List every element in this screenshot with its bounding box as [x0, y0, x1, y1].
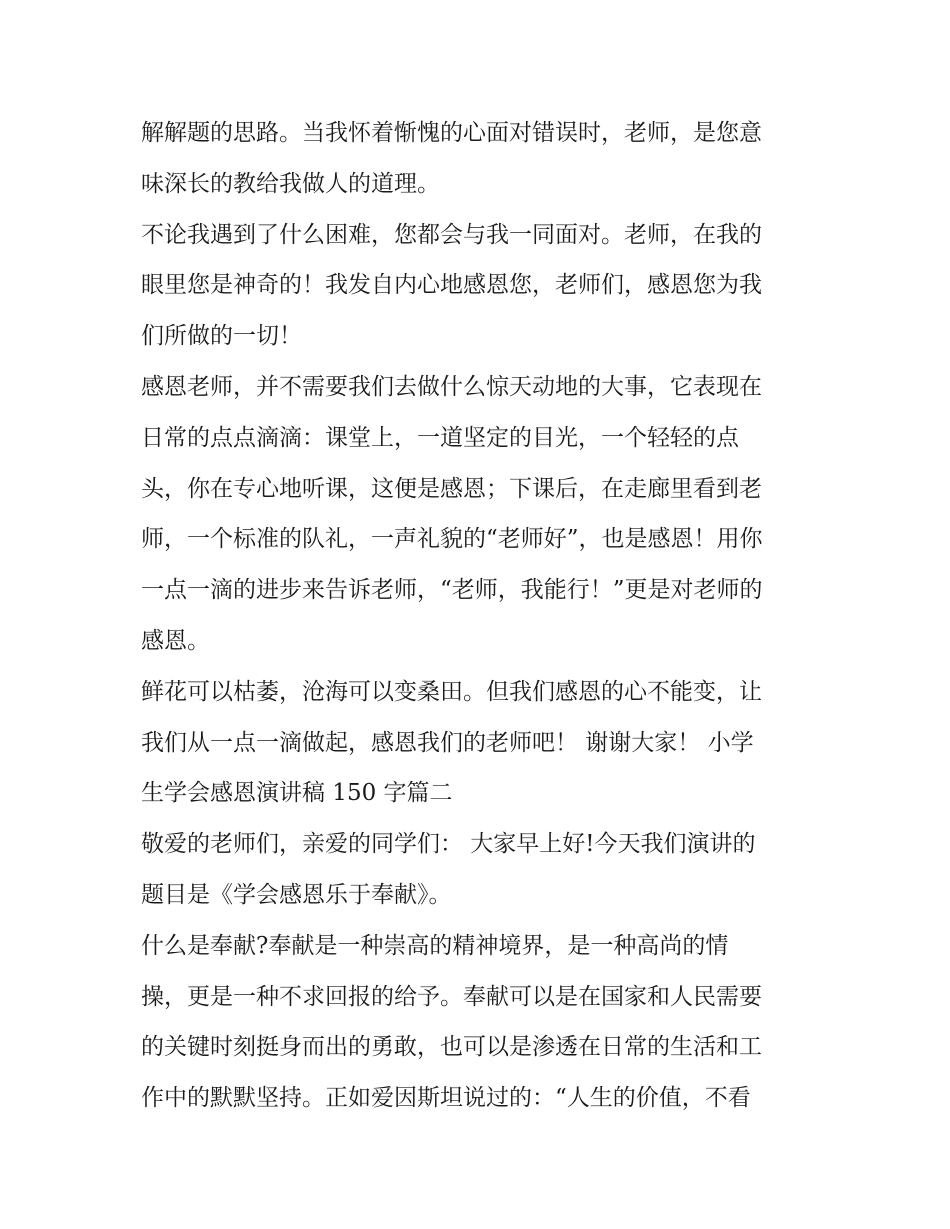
text-line: 一点一滴的进步来告诉老师，“老师，我能行！”更是对老师的 [141, 577, 763, 604]
text-line: 我们从一点一滴做起，感恩我们的老师吧！ 谢谢大家！ 小学 [141, 729, 754, 756]
text-line: 生学会感恩演讲稿 150 字篇二 [141, 780, 453, 807]
text-line: 不论我遇到了什么困难，您都会与我一同面对。老师，在我的 [141, 221, 762, 248]
text-line: 解解题的思路。当我怀着惭愧的心面对错误时，老师，是您意 [141, 120, 762, 146]
text-line: 的关键时刻挺身而出的勇敢，也可以是渗透在日常的生活和工 [141, 1034, 762, 1061]
text-line: 什么是奉献?奉献是一种崇高的精神境界，是一种高尚的情 [141, 932, 729, 959]
text-line: 味深长的教给我做人的道理。 [141, 170, 440, 197]
text-line: 作中的默默坚持。正如爱因斯坦说过的：“人生的价值，不看 [141, 1085, 751, 1112]
text-line: 眼里您是神奇的！我发自内心地感恩您，老师们，感恩您为我 [141, 272, 762, 299]
text-line: 感恩老师，并不需要我们去做什么惊天动地的大事，它表现在 [141, 373, 762, 400]
text-line: 敬爱的老师们，亲爱的同学们： 大家早上好!今天我们演讲的 [141, 831, 756, 858]
text-line: 日常的点点滴滴：课堂上，一道坚定的目光，一个轻轻的点 [141, 424, 739, 451]
text-line: 头，你在专心地听课，这便是感恩；下课后，在走廊里看到老 [141, 475, 762, 502]
text-line: 师，一个标准的队礼，一声礼貌的“老师好”，也是感恩！用你 [141, 526, 763, 553]
body-text [141, 108, 816, 1124]
text-line: 鲜花可以枯萎，沧海可以变桑田。但我们感恩的心不能变，让 [141, 678, 762, 705]
text-line: 操，更是一种不求回报的给予。奉献可以是在国家和人民需要 [141, 983, 762, 1010]
text-line: 题目是《学会感恩乐于奉献》。 [141, 881, 452, 908]
text-line: 们所做的一切！ [141, 323, 302, 350]
text-line: 感恩。 [141, 627, 210, 654]
